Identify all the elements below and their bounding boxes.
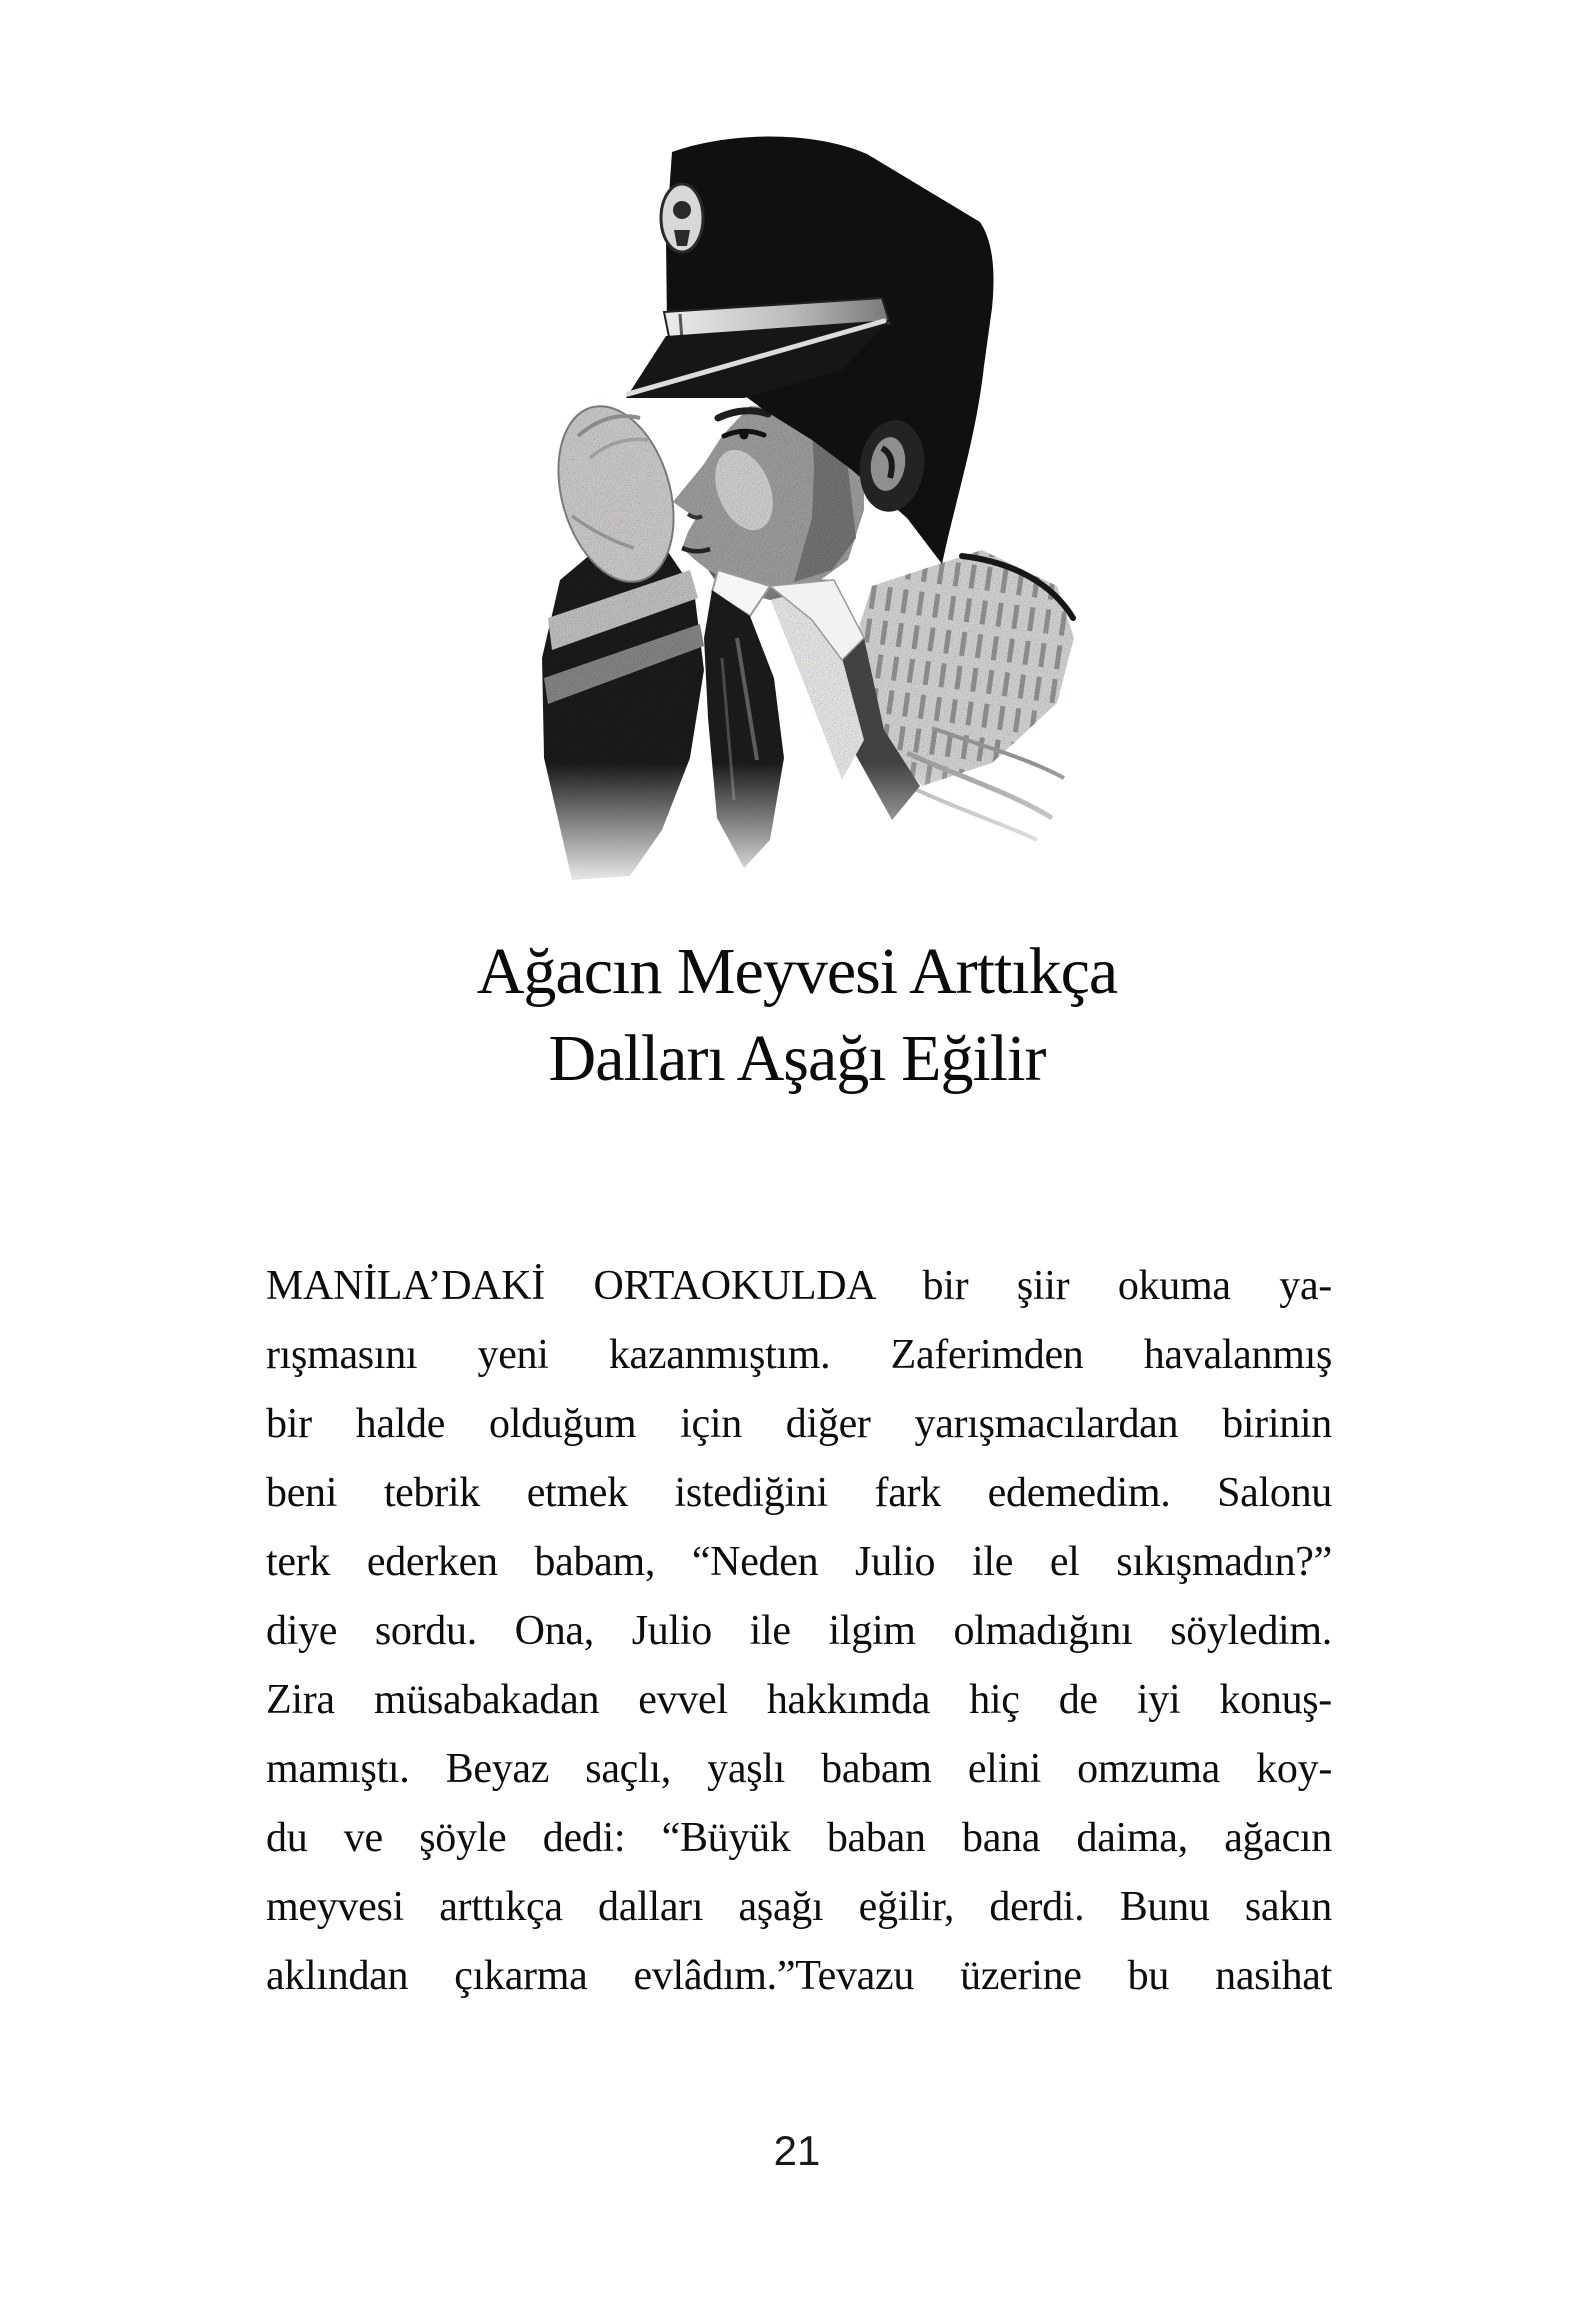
body-line: meyvesi arttıkça dalları aşağı eğilir, derdi. Bunu sakın <box>266 1884 1332 1930</box>
body-line: beni tebrik etmek istediğini fark edemedim. Salonu <box>266 1470 1332 1516</box>
chapter-title-line-2: Dalları Aşağı Eğilir <box>548 1022 1046 1095</box>
chapter-title <box>0 928 1594 1102</box>
body-paragraph <box>266 1252 1332 2011</box>
body-line: rışmasını yeni kazanmıştım. Zaferimden havalanmış <box>266 1332 1332 1378</box>
body-line: Zira müsabakadan evvel hakkımda hiç de iyi konuş- <box>266 1677 1332 1723</box>
body-line: terk ederken babam, “Neden Julio ile el sıkışmadın?” <box>266 1539 1332 1585</box>
page-number: 21 <box>773 2127 821 2174</box>
fade-overlay <box>512 763 1087 893</box>
body-line: MANİLA’DAKİ ORTAOKULDA bir şiir okuma ya- <box>266 1263 1332 1309</box>
cadet-salute-illustration <box>512 118 1087 893</box>
body-line: du ve şöyle dedi: “Büyük baban bana daima, ağacın <box>266 1815 1332 1861</box>
chapter-title-line-1: Ağacın Meyvesi Arttıkça <box>476 935 1118 1008</box>
chapter-illustration <box>512 118 1087 893</box>
body-line: mamıştı. Beyaz saçlı, yaşlı babam elini omzuma koy- <box>266 1746 1332 1792</box>
body-line: diye sordu. Ona, Julio ile ilgim olmadığını söyledim. <box>266 1608 1332 1654</box>
body-line: bir halde olduğum için diğer yarışmacılardan birinin <box>266 1401 1332 1447</box>
body-line: aklından çıkarma evlâdım.”Tevazu üzerine bu nasihat <box>266 1953 1332 1999</box>
